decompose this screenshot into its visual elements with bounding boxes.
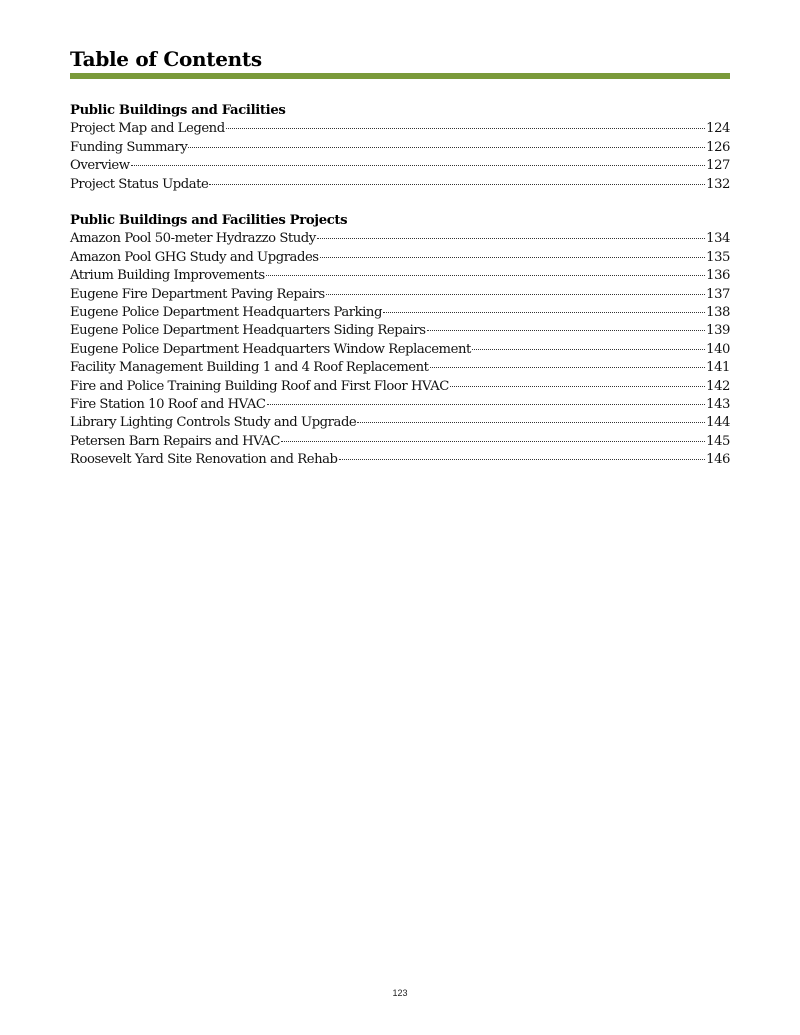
toc-entry-title[interactable]: Roosevelt Yard Site Renovation and Rehab [70, 452, 338, 468]
toc-entry-title[interactable]: Project Map and Legend [70, 121, 225, 137]
toc-entry-page-number[interactable]: 135 [706, 249, 730, 265]
toc-entry-page-number[interactable]: 134 [706, 231, 730, 247]
section-heading: Public Buildings and Facilities Projects [70, 213, 348, 228]
dot-leader [450, 386, 705, 387]
dot-leader [339, 459, 706, 460]
toc-entry-title[interactable]: Eugene Fire Department Paving Repairs [70, 286, 325, 302]
dot-leader [317, 238, 705, 239]
dot-leader [266, 275, 706, 276]
toc-entry[interactable] [70, 359, 730, 377]
toc-entry[interactable] [70, 433, 730, 451]
dot-leader [383, 312, 705, 313]
toc-entry[interactable] [70, 322, 730, 340]
toc-entry-title[interactable]: Overview [70, 158, 130, 174]
toc-entry-title[interactable]: Library Lighting Controls Study and Upgrade [70, 415, 357, 431]
toc-entry-title[interactable]: Funding Summary [70, 139, 188, 155]
section-heading: Public Buildings and Facilities [70, 103, 286, 118]
toc-entry-title[interactable]: Amazon Pool 50-meter Hydrazzo Study [70, 231, 316, 247]
toc-entry-page-number[interactable]: 126 [706, 139, 730, 155]
toc-entry-title[interactable]: Eugene Police Department Headquarters Siding Repairs [70, 323, 426, 339]
toc-entry[interactable] [70, 157, 730, 175]
toc-entry-title[interactable]: Fire Station 10 Roof and HVAC [70, 396, 266, 412]
toc-entry-page-number[interactable]: 140 [706, 341, 730, 357]
toc-entry-title[interactable]: Amazon Pool GHG Study and Upgrades [70, 249, 319, 265]
dot-leader [472, 349, 705, 350]
page-title: Table of Contents [70, 47, 262, 71]
toc-entry-title[interactable]: Petersen Barn Repairs and HVAC [70, 433, 281, 449]
toc-entry[interactable] [70, 341, 730, 359]
dot-leader [326, 294, 705, 295]
toc-entry-list [70, 120, 730, 194]
toc-entry-page-number[interactable]: 124 [706, 121, 730, 137]
dot-leader [226, 128, 705, 129]
toc-entry-title[interactable]: Eugene Police Department Headquarters Window Replacement [70, 341, 471, 357]
toc-entry[interactable] [70, 304, 730, 322]
dot-leader [209, 184, 705, 185]
toc-entry[interactable] [70, 267, 730, 285]
dot-leader [281, 441, 705, 442]
dot-leader [267, 404, 706, 405]
dot-leader [320, 257, 706, 258]
toc-entry[interactable] [70, 286, 730, 304]
toc-entry-title[interactable]: Project Status Update [70, 176, 209, 192]
toc-entry[interactable] [70, 451, 730, 469]
toc-entry-page-number[interactable]: 145 [706, 433, 730, 449]
toc-entry-page-number[interactable]: 141 [706, 360, 730, 376]
toc-entry[interactable] [70, 414, 730, 432]
title-divider [70, 73, 730, 79]
toc-entry-page-number[interactable]: 137 [706, 286, 730, 302]
dot-leader [430, 367, 706, 368]
toc-entry-page-number[interactable]: 127 [706, 158, 730, 174]
toc-entry-page-number[interactable]: 138 [706, 304, 730, 320]
toc-entry-title[interactable]: Eugene Police Department Headquarters Parking [70, 304, 382, 320]
toc-entry-page-number[interactable]: 139 [706, 323, 730, 339]
page-number: 123 [392, 988, 408, 998]
toc-entry[interactable] [70, 249, 730, 267]
toc-entry-title[interactable]: Fire and Police Training Building Roof and First Floor HVAC [70, 378, 449, 394]
dot-leader [188, 147, 705, 148]
toc-entry-page-number[interactable]: 144 [706, 415, 730, 431]
toc-section-public-buildings [70, 102, 730, 194]
toc-entry[interactable] [70, 120, 730, 138]
toc-entry-page-number[interactable]: 146 [706, 452, 730, 468]
toc-entry-page-number[interactable]: 143 [706, 396, 730, 412]
dot-leader [427, 330, 706, 331]
dot-leader [131, 165, 706, 166]
toc-entry[interactable] [70, 396, 730, 414]
toc-entry-list [70, 230, 730, 469]
toc-entry-title[interactable]: Atrium Building Improvements [70, 268, 265, 284]
toc-entry[interactable] [70, 139, 730, 157]
toc-section-projects [70, 212, 730, 469]
document-page [70, 0, 730, 1035]
toc-entry-page-number[interactable]: 136 [706, 268, 730, 284]
toc-entry-page-number[interactable]: 142 [706, 378, 730, 394]
toc-entry[interactable] [70, 230, 730, 248]
toc-entry[interactable] [70, 378, 730, 396]
toc-entry-title[interactable]: Facility Management Building 1 and 4 Roof Replacement [70, 360, 429, 376]
toc-entry-page-number[interactable]: 132 [706, 176, 730, 192]
toc-entry[interactable] [70, 176, 730, 194]
dot-leader [357, 422, 705, 423]
